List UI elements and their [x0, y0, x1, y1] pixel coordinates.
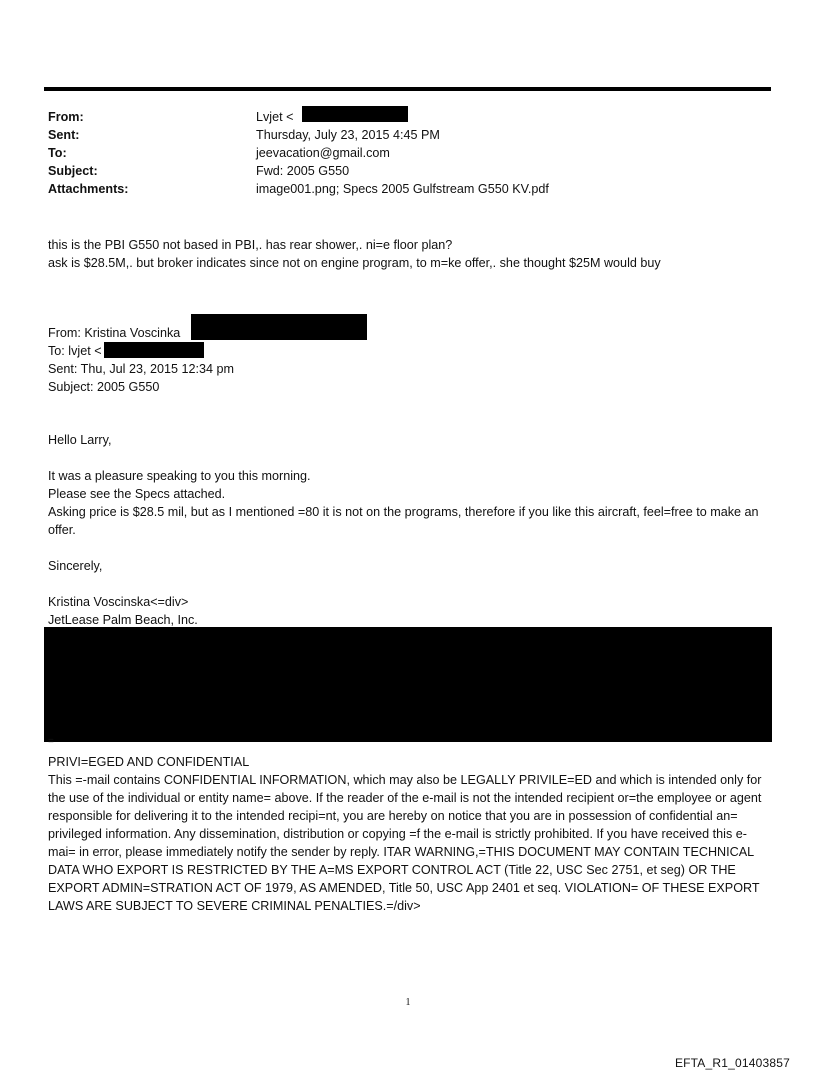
from-value: Lvjet <	[256, 108, 293, 126]
sent-label: Sent:	[48, 128, 80, 142]
redaction-block	[104, 342, 204, 358]
message-line: this is the PBI G550 not based in PBI,. has rear shower,. ni=e floor plan?	[48, 238, 453, 252]
attachments-label: Attachments:	[48, 182, 129, 196]
page-number: 1	[405, 997, 411, 1008]
signature-name: Kristina Voscinska<=div>	[48, 595, 189, 609]
forwarded-to: To: lvjet <	[48, 342, 234, 360]
message-line: ask is $28.5M,. but broker indicates since not on engine program, to m=ke offer,. she thought $25M would buy	[48, 256, 661, 270]
forwarded-sent: Sent: Thu, Jul 23, 2015 12:34 pm	[48, 362, 235, 376]
header-rule	[44, 87, 771, 91]
redaction-block-large	[44, 627, 772, 742]
closing: Sincerely,	[48, 559, 103, 573]
redaction-block	[302, 106, 408, 122]
forwarded-from: From: Kristina Voscinka	[48, 324, 234, 342]
body-paragraph: Please see the Specs attached.	[48, 487, 226, 501]
greeting: Hello Larry,	[48, 433, 112, 447]
disclaimer-heading: PRIVI=EGED AND CONFIDENTIAL	[48, 755, 250, 769]
subject-value: Fwd: 2005 G550	[256, 164, 350, 178]
subject-row	[48, 162, 549, 180]
document-id: EFTA_R1_01403857	[674, 1056, 790, 1070]
equals-marker: =	[48, 736, 54, 747]
forwarded-header	[48, 324, 234, 396]
signature-company: JetLease Palm Beach, Inc.	[48, 613, 198, 627]
body-paragraph: It was a pleasure speaking to you this morning.	[48, 469, 311, 483]
to-label: To:	[48, 146, 67, 160]
from-row	[48, 108, 549, 126]
sent-value: Thursday, July 23, 2015 4:45 PM	[256, 128, 440, 142]
disclaimer	[48, 753, 770, 915]
disclaimer-text: This =-mail contains CONFIDENTIAL INFORMATION, which may also be LEGALLY PRIVILE=ED and which is intended only for the use of the individual or entity name= above. If the reader of the e-mail is not the intended recipient or=the employee or agent responsible for delivering it to the intended recipi=nt, you are hereby on notice that you are in possession of confidential an= privileged information. Any dissemination, distribution or copying =f the e-mail is strictly prohibited. If you have received this e-mai= in error, please immediately notify the sender by reply. ITAR WARNING,=THIS DOCUMENT MAY CONTAIN TECHNICAL DATA WHO EXPORT IS RESTRICTED BY THE A=MS EXPORT CONTROL ACT (Title 22, USC Sec 2751, et seg) OR THE EXPORT ADMIN=STRATION ACT OF 1979, AS AMENDED, Title 50, USC App 2401 et seq. VIOLATION= OF THESE EXPORT LAWS ARE SUBJECT TO SEVERE CRIMINAL PENALTIES.=/div>	[48, 773, 762, 913]
redaction-block	[191, 314, 367, 340]
signature	[48, 593, 198, 629]
from-label: From:	[48, 110, 84, 124]
forwarded-body	[48, 467, 770, 539]
attachments-value: image001.png; Specs 2005 Gulfstream G550 KV.pdf	[256, 182, 549, 196]
message-body	[48, 236, 661, 272]
forwarded-subject: Subject: 2005 G550	[48, 380, 160, 394]
sent-row	[48, 126, 549, 144]
body-paragraph: Asking price is $28.5 mil, but as I mentioned =80 it is not on the programs, therefore if you like this aircraft, feel=free to make an offer.	[48, 505, 759, 537]
attachments-row	[48, 180, 549, 198]
to-row	[48, 144, 549, 162]
email-header	[48, 108, 549, 198]
to-value: jeevacation@gmail.com	[256, 146, 390, 160]
subject-label: Subject:	[48, 164, 98, 178]
